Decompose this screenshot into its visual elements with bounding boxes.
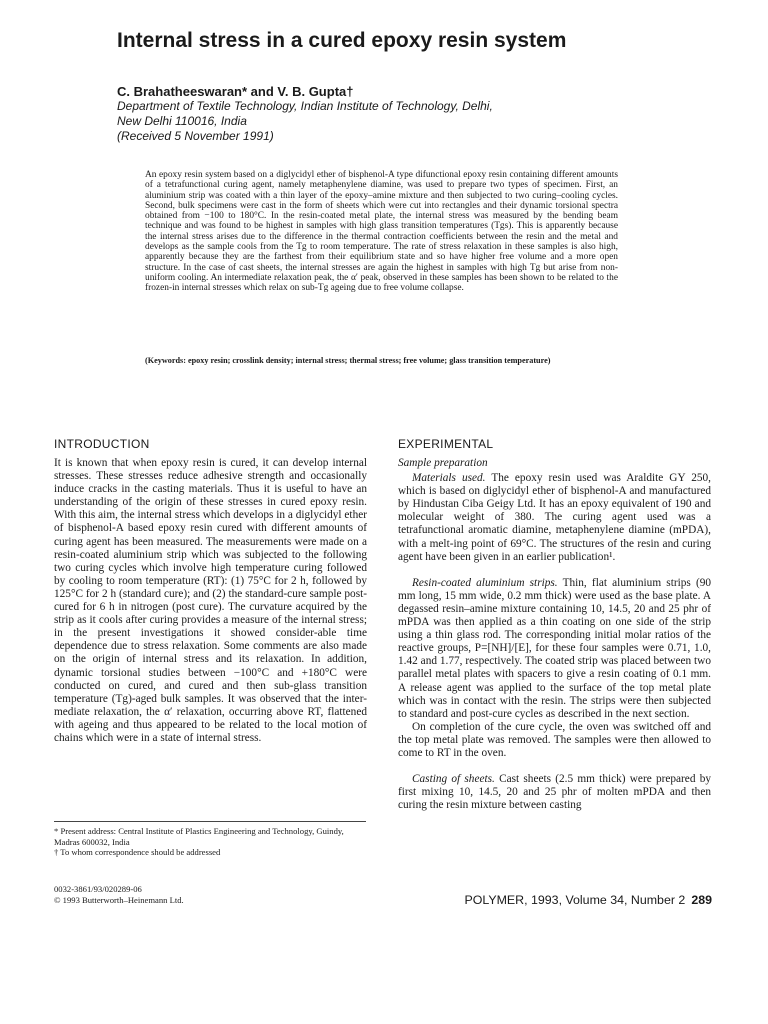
affiliation-line-2: New Delhi 110016, India <box>117 114 247 128</box>
paper-title: Internal stress in a cured epoxy resin system <box>117 29 567 52</box>
strips-runin: Resin-coated aluminium strips. <box>412 576 558 589</box>
experimental-heading: EXPERIMENTAL <box>398 437 494 451</box>
authors: C. Brahatheeswaran* and V. B. Gupta† <box>117 84 354 99</box>
abstract-text: An epoxy resin system based on a diglycidyl ether of bisphenol-A type difunctional epoxy resin containing different amounts of a tetrafunctional curing agent, namely metaphenylene diamine, was used to prepare two types of specimen. First, an aluminium strip was coated with a thin layer of the epoxy–amine mixture and then subjected to two curing–cooling cycles. Second, bulk specimens were cast in the form of sheets which were cut into rectangles and their dynamic torsional spectra obtained from −100 to 180°C. In the resin-coated metal plate, the internal stress was measured by the bending beam technique and was found to be highest in samples with high glass transition temperatures (Tgs). This is apparently because the internal stress arises due to the difference in the thermal contraction coefficients between the resin and the metal and develops as the sample cools from the Tg to room temperature. The rate of stress relaxation in these samples is also high, apparently because they are the farthest from their equilibrium state and so have higher free volume and a more open structure. In the case of cast sheets, the internal stresses are again the highest in samples with high Tg but arise from non-uniform cooling. An intermediate relaxation peak, the α′ peak, observed in these samples has been shown to be related to the frozen-in internal stresses which relax on sub-Tg ageing due to free volume collapse. <box>145 170 618 294</box>
publication-info <box>54 884 354 906</box>
affiliation <box>117 99 677 144</box>
issn-code: 0032-3861/93/020289-06 <box>54 884 142 894</box>
affiliation-line-1: Department of Textile Technology, Indian Institute of Technology, Delhi, <box>117 99 493 113</box>
sheets-paragraph <box>398 773 711 812</box>
abstract <box>145 170 618 294</box>
journal-citation <box>430 893 712 907</box>
introduction-heading: INTRODUCTION <box>54 437 150 451</box>
page-number: 289 <box>691 893 712 907</box>
sheets-runin: Casting of sheets. <box>412 773 495 786</box>
strips-paragraph <box>398 577 711 721</box>
left-column <box>54 437 367 745</box>
footnote-present-address: * Present address: Central Institute of Plastics Engineering and Technology, Guindy, Madras 600032, India <box>54 826 344 847</box>
footnote-divider <box>54 821 366 822</box>
introduction-paragraph: It is known that when epoxy resin is cured, it can develop internal stresses. These stresses reduce adhesive strength and occasionally induce cracks in the casting materials. Thus it is useful to have an understanding of the origin of these stresses in cured epoxy resin. With this aim, the internal stress which develops in a diglycidyl ether of bisphenol-A based epoxy resin cured with different amounts of curing agent has been measured. The measurements were made on a resin-coated aluminium strip which was subjected to the following two curing cycles which involve high temperature curing followed by cooling to room temperature (RT): (1) 75°C for 2 h, followed by 125°C for 2 h (standard cure); and (2) the standard-cure sample post-cured for 6 h in nitrogen (post cure). The curvature acquired by the strip as it cools after curing provides a measure of the internal stress; in the present investigations it showed consider-able time dependence due to stress relaxation. Some comments are also made on the origin of internal stress and its relaxation. In addition, dynamic torsional studies between −100°C and +180°C were conducted on cured, and cured and then sub-glass transition temperature (Tg)-aged bulk samples. It was observed that the inter-mediate relaxation, the α′ relaxation, occurring above RT, flattened with ageing and thus appeared to be related to the local motion of chains which were in a state of internal stress. <box>54 457 367 744</box>
sample-preparation-subheading: Sample preparation <box>398 457 488 469</box>
journal-citation-text: POLYMER, 1993, Volume 34, Number 2 <box>464 893 686 907</box>
footnote-correspondence: † To whom correspondence should be addressed <box>54 847 221 857</box>
materials-text: The epoxy resin used was Araldite GY 250, which is based on diglycidyl ether of bisphenol-A and manufactured by Hindustan Ciba Geigy Ltd. It has an epoxy equivalent of 190 and molecular weight of 380. The curing agent used was a tetrafunctional aromatic diamine, metaphenylene diamine (mPDA), with a melt-ing point of 69°C. The structures of the resin and curing agent have been given in an earlier publication¹. <box>398 472 711 563</box>
strips-text: Thin, flat aluminium strips (90 mm long, 15 mm wide, 0.2 mm thick) were used as the base plate. A degassed resin–amine mixture containing 10, 14.5, 20 and 25 phr of mPDA was then applied as a thin coating on one side of the strip using a thin glass rod. The corresponding initial molar ratios of the reactive groups, P=[NH]/[E], for these four samples were 0.71, 1.0, 1.42 and 1.77, respectively. The coated strip was placed between two parallel metal plates with spacers to give a resin coating of 0.1 mm. A release agent was applied to the surface of the top metal plate which was in contact with the resin. The strips were then subjected to standard and post-cure cycles as described in the next section. <box>398 576 712 720</box>
keywords: (Keywords: epoxy resin; crosslink density; internal stress; thermal stress; free volume; glass transition temperature) <box>145 356 551 365</box>
received-date: (Received 5 November 1991) <box>117 129 274 143</box>
copyright-notice: © 1993 Butterworth–Heinemann Ltd. <box>54 895 184 905</box>
materials-runin: Materials used. <box>412 472 486 485</box>
right-column <box>398 437 711 812</box>
sheets-text: Cast sheets (2.5 mm thick) were prepared by first mixing 10, 14.5, 20 and 25 phr of molten mPDA and then curing the resin mixture between casting <box>398 773 711 812</box>
materials-paragraph <box>398 472 711 564</box>
footnotes <box>54 826 366 858</box>
strips-paragraph-2: On completion of the cure cycle, the oven was switched off and the top metal plate was removed. The samples were then allowed to come to RT in the oven. <box>398 720 711 759</box>
